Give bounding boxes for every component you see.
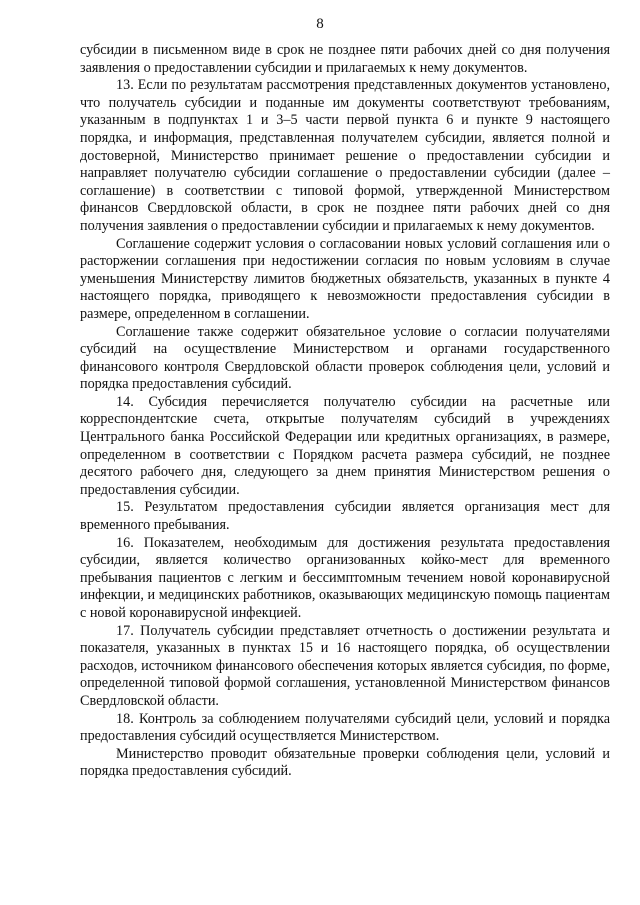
paragraph-item-18: 18. Контроль за соблюдением получателями субсидий цели, условий и порядка предоставления субсидий осуществляется Министерством. [80, 710, 610, 745]
paragraph-item-16: 16. Показателем, необходимым для достижения результата предоставления субсидии, является количество организованных койко-мест для временного пребывания пациентов с легким и бессимптомным течением новой коронавирусной инфекции, и медицинских работников, оказывающих медицинскую помощь пациентам с новой коронавирусной инфекцией. [80, 534, 610, 621]
paragraph-inspections: Министерство проводит обязательные проверки соблюдения цели, условий и порядка предоставления субсидий. [80, 745, 610, 780]
paragraph-item-15: 15. Результатом предоставления субсидии является организация мест для временного пребывания. [80, 499, 610, 534]
paragraph-item-13: 13. Если по результатам рассмотрения представленных документов установлено, что получатель субсидии и поданные им документы соответствуют требованиям, указанным в подпунктах 1 и 3–5 части первой пункта 6 и пункте 9 настоящего порядка, и информация, представленная получателем субсидии, является полной и достоверной, Министерство принимает решение о предоставлении субсидии и направляет получателю субсидии соглашение о предоставлении субсидии (далее – соглашение) в соответствии с типовой формой, утвержденной Министерством финансов Свердловской области, в срок не позднее пяти рабочих дней со дня получения заявления о предоставлении субсидии и прилагаемых к нему документов. [80, 77, 610, 234]
document-body [80, 42, 610, 781]
paragraph-item-14: 14. Субсидия перечисляется получателю субсидии на расчетные или корреспондентские счета, открытые получателям субсидий в учреждениях Центрального банка Российской Федерации или кредитных организациях, в размере, определенном в соответствии с Порядком расчета размера субсидий, не позднее десятого рабочего дня, следующего за днем принятия Министерством решения о предоставления субсидии. [80, 393, 610, 498]
paragraph-continuation: субсидии в письменном виде в срок не позднее пяти рабочих дней со дня получения заявления о предоставлении субсидии и прилагаемых к нему документов. [80, 42, 610, 76]
page-number: 8 [316, 16, 324, 32]
paragraph-item-17: 17. Получатель субсидии представляет отчетность о достижении результата и показателя, указанных в пунктах 15 и 16 настоящего порядка, об осуществлении расходов, источником финансового обеспечения которых является субсидия, по форме, определенной типовой формой соглашения, установленной Министерством финансов Свердловской области. [80, 622, 610, 709]
paragraph-agreement-consent: Соглашение также содержит обязательное условие о согласии получателями субсидий на осуществление Министерством и органами государственного финансового контроля Свердловской области проверок соблюдения цели, условий и порядка предоставления субсидий. [80, 323, 610, 393]
paragraph-agreement-conditions: Соглашение содержит условия о согласовании новых условий соглашения или о расторжении соглашения при недостижении согласия по новым условиям в случае уменьшения Министерству лимитов бюджетных обязательств, указанных в пункте 4 настоящего порядка, приводящего к невозможности предоставления субсидии в размере, определенном в соглашении. [80, 235, 610, 322]
